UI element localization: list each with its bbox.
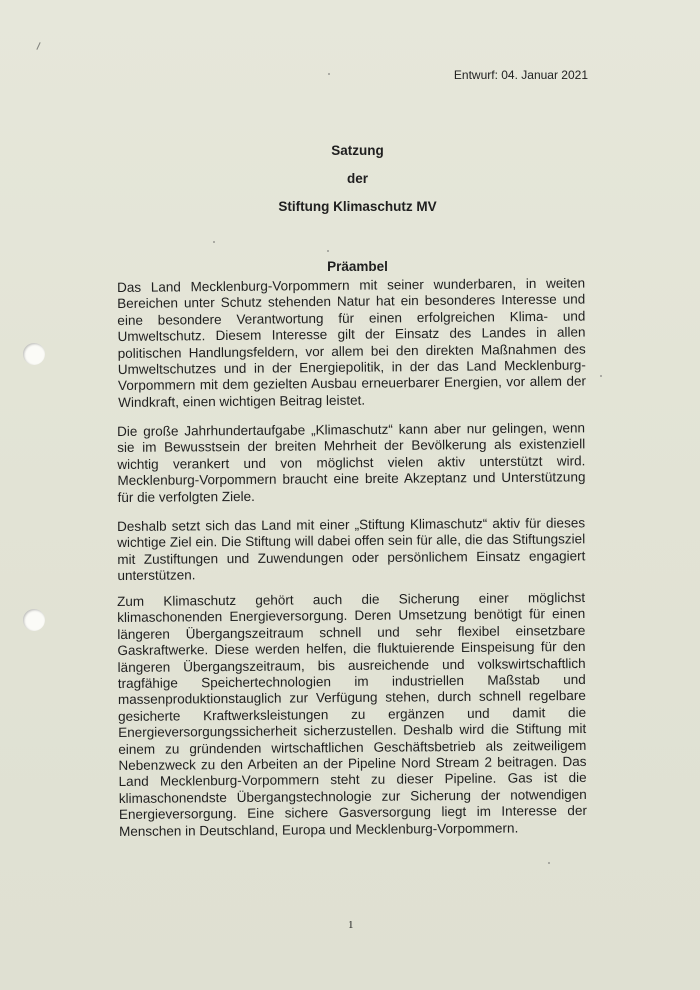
- page-number: 1: [348, 919, 354, 931]
- paragraph-4: Zum Klimaschutz gehört auch die Sicherung einer möglichst klimaschonenden Energieversorgung. Deren Umsetzung benötigt für einen längeren Übergangszeitraum schnell und sehr flexibel einsetzbare Gaskraftwerke. Diese werden helfen, die fluktuierende Einspeisung für den längeren Übergangszeitraum, bis ausreichende und volkswirtschaftlich tragfähige Speichertechnologien im industriellen Maßstab und massenproduktionstauglich zur Verfügung stehen, durch schnell regelbare gesicherte Kraftwerksleistungen zu ergänzen und damit die Energieversorgungssicherheit sicherzustellen. Deshalb wird die Stiftung mit einem zu gründenden wirtschaftlichen Geschäftsbetrieb als zeitweiligem Nebenzweck zu den Arbeiten an der Pipeline Nord Stream 2 beitragen. Das Land Mecklenburg-Vorpommern steht zu dieser Pipeline. Gas ist die klimaschonendste Übergangstechnologie zur Sicherung der notwendigen Energieversorgung. Eine sichere Gasversorgung liegt im Interesse der Menschen in Deutschland, Europa und Mecklenburg-Vorpommern.: [117, 589, 587, 839]
- punch-hole-top: [23, 343, 45, 365]
- scan-speck: [213, 241, 215, 243]
- scan-mark: [36, 42, 40, 50]
- paragraph-1: Das Land Mecklenburg-Vorpommern mit seiner wunderbaren, in weiten Bereichen unter Schutz stehenden Natur hat ein besonderes Interesse und eine besondere Verantwortung für einen erfolgreichen Klima- und Umweltschutz. Diesem Interesse gilt der Einsatz des Landes in allen politischen Handlungsfeldern, vor allem bei den direkten Maßnahmen des Umweltschutzes und in der Energiepolitik, in der das Land Mecklenburg-Vorpommern mit dem gezielten Ausbau erneuerbarer Energien, vor allem der Windkraft, einen wichtigen Beitrag leistet.: [117, 275, 587, 410]
- paragraph-3: Deshalb setzt sich das Land mit einer „Stiftung Klimaschutz“ aktiv für dieses wichtige Ziel ein. Die Stiftung will dabei offen sein für alle, die das Stiftungsziel mit Zustiftungen und Zuwendungen oder persönlichem Einsatz engagiert unterstützen.: [117, 515, 586, 584]
- scan-speck: [548, 862, 550, 864]
- scan-speck: [328, 73, 330, 75]
- title-foundation-name: Stiftung Klimaschutz MV: [278, 199, 437, 214]
- paragraph-2: Die große Jahrhundertaufgabe „Klimaschutz“ kann aber nur gelingen, wenn sie im Bewusstsein der breiten Mehrheit der Bevölkerung als existenziell wichtig verankert und von möglichst vielen aktiv unterstützt wird. Mecklenburg-Vorpommern braucht eine breite Akzeptanz und Unterstützung für die verfolgten Ziele.: [117, 420, 586, 505]
- title-der: der: [346, 171, 368, 186]
- section-heading-praeambel: Präambel: [327, 259, 388, 274]
- draft-date: Entwurf: 04. Januar 2021: [453, 68, 588, 82]
- title-satzung: Satzung: [331, 143, 384, 158]
- scan-speck: [600, 375, 602, 377]
- punch-hole-bottom: [23, 609, 45, 631]
- scan-speck: [327, 250, 329, 252]
